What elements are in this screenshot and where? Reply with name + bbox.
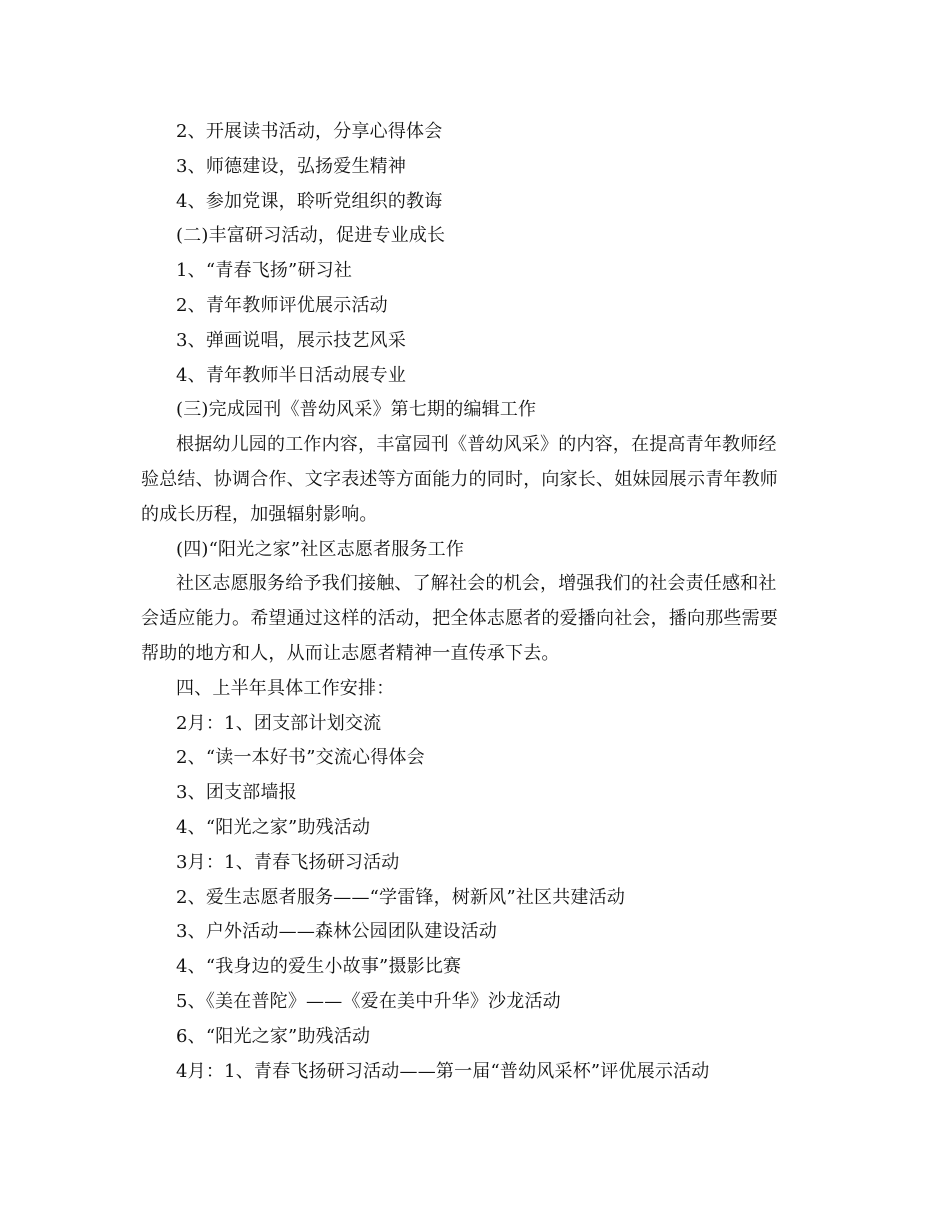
text-line: 2月：1、团支部计划交流: [176, 713, 382, 734]
text-line: 3月：1、青春飞扬研习活动: [176, 852, 400, 873]
text-line: (二)丰富研习活动，促进专业成长: [176, 225, 446, 246]
text-line: 3、团支部墙报: [176, 782, 297, 803]
text-line: 3、弹画说唱，展示技艺风采: [176, 330, 407, 351]
text-line: 4、参加党课，聆听党组织的教诲: [176, 191, 443, 212]
text-line: 帮助的地方和人，从而让志愿者精神一直传承下去。: [141, 643, 560, 664]
text-line: 4、“我身边的爱生小故事”摄影比赛: [176, 956, 462, 977]
text-line: 四、上半年具体工作安排：: [176, 678, 395, 699]
text-line: 3、师德建设，弘扬爱生精神: [176, 156, 407, 177]
text-line: 5、《美在普陀》——《爱在美中升华》沙龙活动: [176, 991, 561, 1012]
text-line: 2、青年教师评优展示活动: [176, 295, 388, 316]
text-line: 2、“读一本好书”交流心得体会: [176, 747, 425, 768]
text-line: 2、爱生志愿者服务——“学雷锋，树新风”社区共建活动: [176, 887, 626, 908]
text-line: 4、“阳光之家”助残活动: [176, 817, 371, 838]
text-line: 4月：1、青春飞扬研习活动——第一届“普幼风采杯”评优展示活动: [176, 1061, 710, 1082]
text-line: 根据幼儿园的工作内容，丰富园刊《普幼风采》的内容，在提高青年教师经: [176, 434, 777, 455]
text-line: 验总结、协调合作、文字表述等方面能力的同时，向家长、姐妹园展示青年教师: [141, 469, 778, 490]
text-line: 会适应能力。希望通过这样的活动，把全体志愿者的爱播向社会，播向那些需要: [141, 608, 778, 629]
text-line: 1、“青春飞扬”研习社: [176, 260, 353, 281]
text-line: 3、户外活动——森林公园团队建设活动: [176, 921, 498, 942]
text-line: 社区志愿服务给予我们接触、了解社会的机会，增强我们的社会责任感和社: [176, 573, 777, 594]
text-line: 2、开展读书活动，分享心得体会: [176, 121, 443, 142]
text-line: (三)完成园刊《普幼风采》第七期的编辑工作: [176, 399, 537, 420]
text-line: 4、青年教师半日活动展专业: [176, 365, 407, 386]
text-line: (四)“阳光之家”社区志愿者服务工作: [176, 539, 465, 560]
text-line: 的成长历程，加强辐射影响。: [141, 504, 378, 525]
text-line: 6、“阳光之家”助残活动: [176, 1026, 371, 1047]
